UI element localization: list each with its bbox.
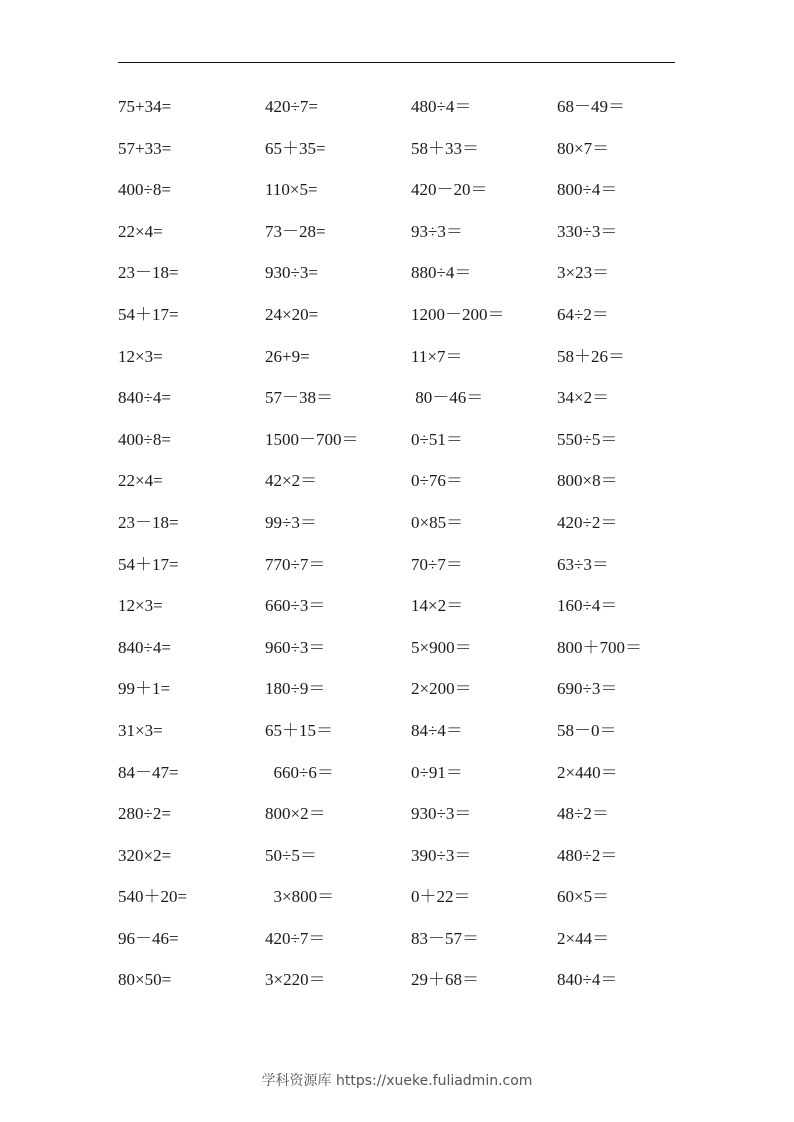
arithmetic-problem: 65＋15＝ bbox=[265, 720, 333, 740]
arithmetic-problem: 390÷3＝ bbox=[411, 845, 472, 865]
problem-row bbox=[118, 470, 678, 512]
arithmetic-problem: 24×20= bbox=[265, 304, 319, 324]
arithmetic-problem: 0÷91＝ bbox=[411, 762, 463, 782]
arithmetic-problem: 320×2= bbox=[118, 845, 172, 865]
arithmetic-problem: 58－0＝ bbox=[557, 720, 617, 740]
arithmetic-problem: 0÷51＝ bbox=[411, 429, 463, 449]
arithmetic-problem: 400÷8= bbox=[118, 429, 171, 449]
arithmetic-problem: 420÷7= bbox=[265, 97, 318, 116]
arithmetic-problem: 160÷4＝ bbox=[557, 596, 618, 616]
arithmetic-problem: 60×5＝ bbox=[557, 887, 610, 907]
arithmetic-problem: 930÷3= bbox=[265, 263, 318, 283]
arithmetic-problem: 12×3= bbox=[118, 346, 163, 366]
arithmetic-problem: 3×800＝ bbox=[265, 887, 335, 907]
arithmetic-problem: 26+9= bbox=[265, 346, 310, 366]
arithmetic-problem: 57－38＝ bbox=[265, 388, 333, 408]
arithmetic-problem: 110×5= bbox=[265, 180, 318, 200]
arithmetic-problem: 180÷9＝ bbox=[265, 679, 326, 699]
header-divider bbox=[118, 62, 675, 63]
problem-row bbox=[118, 512, 678, 554]
arithmetic-problem: 99÷3＝ bbox=[265, 512, 317, 532]
problem-row bbox=[118, 762, 678, 804]
problem-row bbox=[118, 595, 678, 637]
arithmetic-problem: 660÷3＝ bbox=[265, 596, 326, 616]
arithmetic-problem: 50÷5＝ bbox=[265, 845, 317, 865]
problem-row bbox=[118, 429, 678, 471]
problem-row bbox=[118, 969, 678, 1011]
arithmetic-problem: 99＋1= bbox=[118, 679, 171, 699]
arithmetic-problem: 54＋17= bbox=[118, 304, 179, 324]
arithmetic-problem: 42×2＝ bbox=[265, 471, 318, 491]
arithmetic-problem: 96－46= bbox=[118, 928, 179, 948]
arithmetic-problem: 5×900＝ bbox=[411, 637, 472, 657]
problem-row bbox=[118, 262, 678, 304]
arithmetic-problem: 800×2＝ bbox=[265, 804, 326, 824]
arithmetic-problem: 0＋22＝ bbox=[411, 887, 471, 907]
arithmetic-problem: 660÷6＝ bbox=[265, 762, 334, 782]
arithmetic-problem: 68－49＝ bbox=[557, 97, 625, 116]
problem-row bbox=[118, 845, 678, 887]
arithmetic-problem: 73－28= bbox=[265, 221, 326, 241]
problem-row bbox=[118, 554, 678, 596]
arithmetic-problem: 63÷3＝ bbox=[557, 554, 609, 574]
arithmetic-problem: 93÷3＝ bbox=[411, 221, 463, 241]
arithmetic-problem: 3×220＝ bbox=[265, 970, 326, 990]
arithmetic-problem: 550÷5＝ bbox=[557, 429, 618, 449]
arithmetic-problem: 84÷4＝ bbox=[411, 720, 463, 740]
arithmetic-problem: 0×85＝ bbox=[411, 512, 464, 532]
footer-source-text: 学科资源库 https://xueke.fuliadmin.com bbox=[261, 1073, 533, 1089]
arithmetic-problem: 23－18= bbox=[118, 512, 179, 532]
arithmetic-problem: 3×23＝ bbox=[557, 263, 610, 283]
arithmetic-problem: 34×2＝ bbox=[557, 388, 610, 408]
arithmetic-problem: 75+34= bbox=[118, 97, 172, 116]
problem-row bbox=[118, 304, 678, 346]
problem-row bbox=[118, 221, 678, 263]
arithmetic-problem: 58＋26＝ bbox=[557, 346, 625, 366]
arithmetic-problem: 83－57＝ bbox=[411, 928, 479, 948]
arithmetic-problem: 70÷7＝ bbox=[411, 554, 463, 574]
arithmetic-problem: 770÷7＝ bbox=[265, 554, 326, 574]
arithmetic-problem: 930÷3＝ bbox=[411, 804, 472, 824]
arithmetic-problem: 280÷2= bbox=[118, 804, 171, 824]
arithmetic-problem: 960÷3＝ bbox=[265, 637, 326, 657]
problem-row bbox=[118, 803, 678, 845]
arithmetic-problem: 54＋17= bbox=[118, 554, 179, 574]
problem-row bbox=[118, 678, 678, 720]
problem-row bbox=[118, 138, 678, 180]
arithmetic-problem: 80－46＝ bbox=[411, 388, 484, 408]
arithmetic-problem: 11×7＝ bbox=[411, 346, 463, 366]
arithmetic-problem: 80×50= bbox=[118, 970, 172, 990]
arithmetic-problem: 0÷76＝ bbox=[411, 471, 463, 491]
arithmetic-problem-grid bbox=[118, 96, 678, 1011]
arithmetic-problem: 2×440＝ bbox=[557, 762, 618, 782]
problem-row bbox=[118, 387, 678, 429]
problem-row bbox=[118, 928, 678, 970]
arithmetic-problem: 880÷4＝ bbox=[411, 263, 472, 283]
problem-row bbox=[118, 96, 678, 138]
problem-row bbox=[118, 720, 678, 762]
arithmetic-problem: 480÷2＝ bbox=[557, 845, 618, 865]
arithmetic-problem: 2×200＝ bbox=[411, 679, 472, 699]
arithmetic-problem: 80×7＝ bbox=[557, 138, 610, 158]
arithmetic-problem: 31×3= bbox=[118, 720, 163, 740]
arithmetic-problem: 800×8＝ bbox=[557, 471, 618, 491]
arithmetic-problem: 330÷3＝ bbox=[557, 221, 618, 241]
arithmetic-problem: 840÷4= bbox=[118, 637, 171, 657]
arithmetic-problem: 540＋20= bbox=[118, 887, 188, 907]
arithmetic-problem: 29＋68＝ bbox=[411, 970, 479, 990]
problem-row bbox=[118, 179, 678, 221]
arithmetic-problem: 690÷3＝ bbox=[557, 679, 618, 699]
arithmetic-problem: 14×2＝ bbox=[411, 596, 464, 616]
arithmetic-problem: 22×4= bbox=[118, 221, 163, 241]
arithmetic-problem: 64÷2＝ bbox=[557, 304, 609, 324]
arithmetic-problem: 840÷4＝ bbox=[557, 970, 618, 990]
problem-row bbox=[118, 346, 678, 388]
arithmetic-problem: 420÷7＝ bbox=[265, 928, 326, 948]
arithmetic-problem: 1200－200＝ bbox=[411, 304, 505, 324]
arithmetic-problem: 800＋700＝ bbox=[557, 637, 642, 657]
arithmetic-problem: 420－20＝ bbox=[411, 180, 488, 200]
arithmetic-problem: 58＋33＝ bbox=[411, 138, 479, 158]
arithmetic-problem: 2×44＝ bbox=[557, 928, 610, 948]
arithmetic-problem: 22×4= bbox=[118, 471, 163, 491]
arithmetic-problem: 420÷2＝ bbox=[557, 512, 618, 532]
problem-row bbox=[118, 637, 678, 679]
arithmetic-problem: 480÷4＝ bbox=[411, 97, 472, 116]
arithmetic-problem: 400÷8= bbox=[118, 180, 171, 200]
arithmetic-problem: 1500－700＝ bbox=[265, 429, 359, 449]
arithmetic-problem: 23－18= bbox=[118, 263, 179, 283]
arithmetic-problem: 65＋35= bbox=[265, 138, 326, 158]
arithmetic-problem: 57+33= bbox=[118, 138, 172, 158]
problem-row bbox=[118, 886, 678, 928]
arithmetic-problem: 12×3= bbox=[118, 596, 163, 616]
arithmetic-problem: 800÷4＝ bbox=[557, 180, 618, 200]
arithmetic-problem: 48÷2＝ bbox=[557, 804, 609, 824]
arithmetic-problem: 840÷4= bbox=[118, 388, 171, 408]
arithmetic-problem: 84－47= bbox=[118, 762, 179, 782]
